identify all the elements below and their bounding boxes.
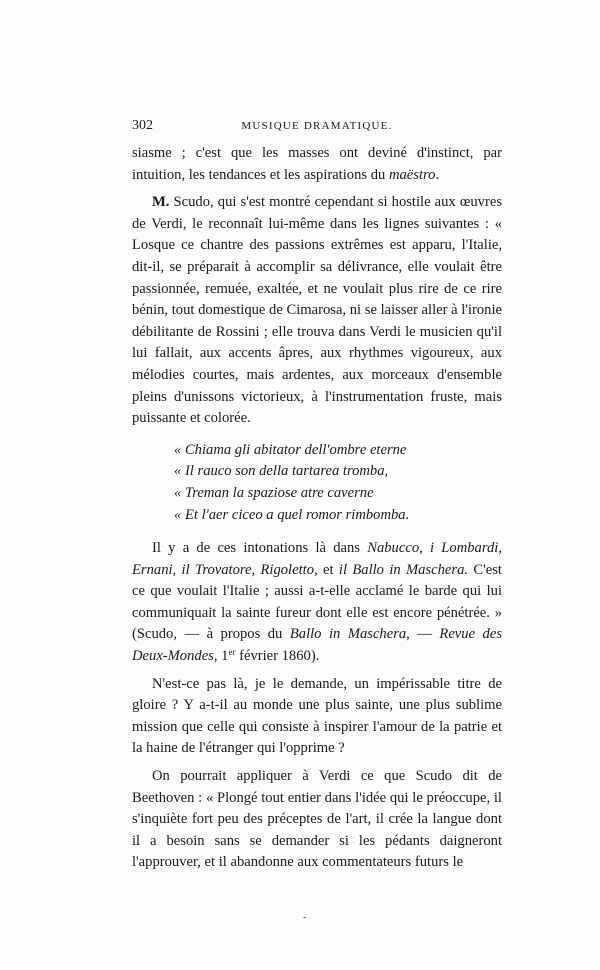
paragraph-4: N'est-ce pas là, je le demande, un impérissable titre de gloire ? Y a-t-il au monde une plus sainte, une plus sublime mission que celle qui consiste à inspirer l'amour de la patrie et la haine de l'étranger qui l'opprime ?	[132, 675, 502, 757]
page-number: 302	[132, 118, 153, 133]
paragraph-1	[132, 143, 502, 186]
verse-line: « Il rauco son della tartarea tromba,	[174, 463, 389, 480]
maestro-word: maëstro	[388, 166, 436, 183]
verse-line: « Treman la spaziose atre caverne	[174, 484, 374, 501]
paragraph-2	[132, 192, 502, 430]
paragraph-5: On pourrait appliquer à Verdi ce que Scudo dit de Beethoven : « Plongé tout entier dans l'idée qui le préoccupe, il s'inquiète fort peu des préceptes de l'art, il crée la langue dont il a besoin sans se demander si les pédants daigneront l'approuver, et il abandonne aux commentateurs futurs le	[132, 768, 502, 871]
text-run: , 1	[213, 648, 229, 665]
text-run: et	[317, 561, 339, 578]
speaker-initial: M.	[152, 194, 170, 211]
page-header	[132, 118, 502, 138]
paragraph-3	[132, 538, 502, 668]
opera-title-ballo-ref: Ballo in Maschera,	[289, 626, 410, 643]
text-run: C'est ce que voulait l'Italie ; aussi a-t-elle acclamé le barde qui lui communiquait la sainte fureur dont elle est encore pénétrée. » (Scudo, — à propos du	[132, 561, 502, 643]
footer-mark: -	[303, 912, 307, 923]
journal-title: Revue des Deux-Mondes	[132, 626, 502, 665]
running-title: MUSIQUE DRAMATIQUE.	[241, 120, 393, 132]
verse-line: « Et l'aer ciceo a quel romor rimbomba.	[174, 506, 410, 523]
paragraph-1-end: .	[435, 166, 440, 183]
opera-titles: Nabucco, i Lombardi, Ernani, il Trovatore, Rigoletto,	[132, 540, 502, 578]
ordinal-superscript: er	[228, 647, 236, 658]
page-body	[132, 143, 502, 874]
text-run: Il y a de ces intonations là dans	[152, 540, 368, 557]
opera-title-ballo: il Ballo in Maschera.	[338, 561, 469, 578]
verse-line: « Chiama gli abitator dell'ombre eterne	[174, 441, 407, 458]
verse-quote	[174, 440, 502, 526]
text-run: —	[409, 626, 440, 643]
paragraph-2-text: Scudo, qui s'est montré cependant si hostile aux œuvres de Verdi, le reconnaît lui-même dans les lignes suivantes : « Losque ce chantre des passions extrêmes est apparu, l'Italie, dit-il, se préparait à accomplir sa délivrance, elle voulait être passionnée, remuée, exaltée, et ne voulait plus rire de ce rire bénin, tout domestique de Cimarosa, ni se laisser aller à l'ironie débilitante de Rossini ; elle trouva dans Verdi le musicien qu'il lui fallait, aux accents âpres, aux rhythmes vigoureux, aux mélodies courtes, mais ardentes, aux morceaux d'ensemble pleins d'unissons victorieux, à l'instrumentation fruste, mais puissante et colorée.	[132, 194, 502, 427]
paragraph-1-text: siasme ; c'est que les masses ont deviné d'instinct, par intuition, les tendances et les aspirations du	[132, 145, 502, 183]
text-run: février 1860).	[235, 648, 320, 665]
